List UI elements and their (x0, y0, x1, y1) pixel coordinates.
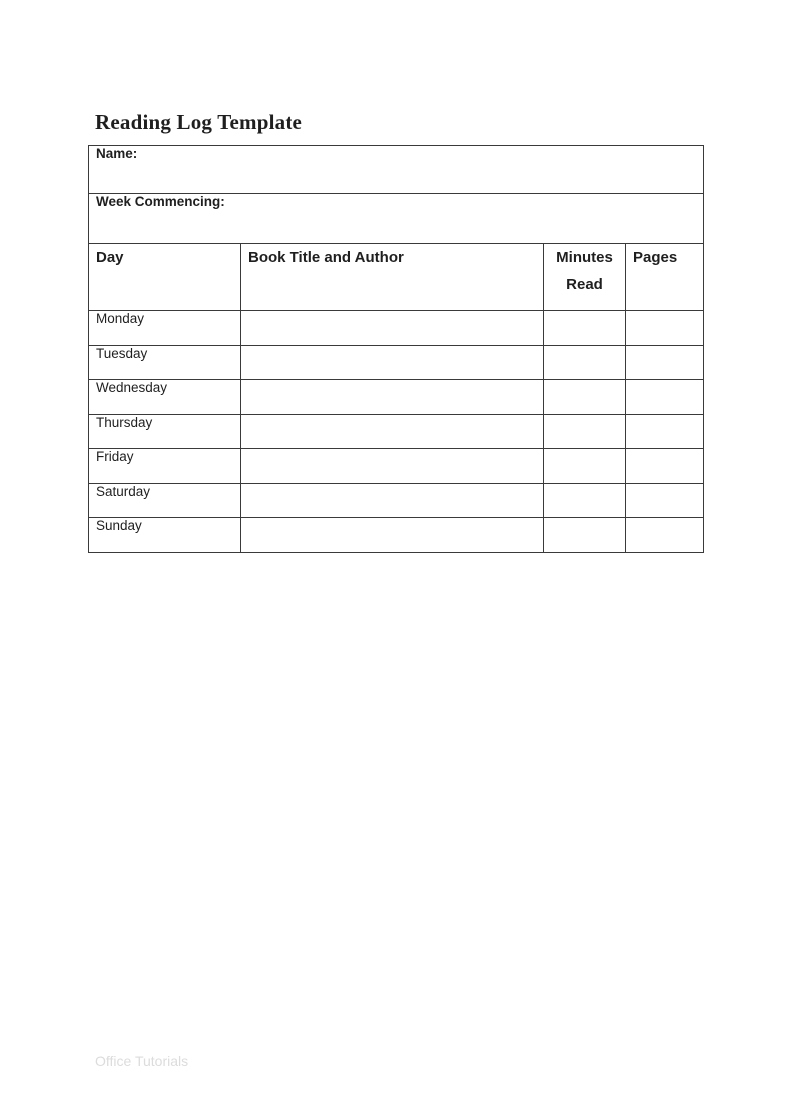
table-row (89, 380, 704, 415)
book-title-cell-wednesday[interactable] (241, 380, 544, 415)
table-row (89, 518, 704, 553)
day-label-sunday: Sunday (89, 518, 241, 553)
minutes-cell-wednesday[interactable] (544, 380, 626, 415)
table-row (89, 483, 704, 518)
name-row (89, 146, 704, 194)
pages-cell-thursday[interactable] (626, 414, 704, 449)
table-header-row (89, 244, 704, 311)
footer-credit: Office Tutorials (95, 1053, 189, 1069)
table-row (89, 449, 704, 484)
header-book-title-author: Book Title and Author (241, 244, 544, 311)
day-label-friday: Friday (89, 449, 241, 484)
week-commencing-field-cell[interactable] (89, 194, 704, 244)
day-label-monday: Monday (89, 311, 241, 346)
table-row (89, 414, 704, 449)
book-title-cell-saturday[interactable] (241, 483, 544, 518)
pages-cell-friday[interactable] (626, 449, 704, 484)
day-label-wednesday: Wednesday (89, 380, 241, 415)
week-commencing-label: Week Commencing: (96, 194, 225, 209)
pages-cell-wednesday[interactable] (626, 380, 704, 415)
book-title-cell-thursday[interactable] (241, 414, 544, 449)
name-label: Name: (96, 146, 138, 161)
pages-cell-monday[interactable] (626, 311, 704, 346)
minutes-cell-sunday[interactable] (544, 518, 626, 553)
table-row (89, 311, 704, 346)
header-minutes-read: Minutes Read (544, 244, 626, 311)
name-field-cell[interactable] (89, 146, 704, 194)
book-title-cell-monday[interactable] (241, 311, 544, 346)
day-label-saturday: Saturday (89, 483, 241, 518)
header-pages: Pages (626, 244, 704, 311)
minutes-cell-friday[interactable] (544, 449, 626, 484)
book-title-cell-sunday[interactable] (241, 518, 544, 553)
pages-cell-sunday[interactable] (626, 518, 704, 553)
minutes-cell-thursday[interactable] (544, 414, 626, 449)
page-title: Reading Log Template (95, 110, 303, 134)
book-title-cell-tuesday[interactable] (241, 345, 544, 380)
reading-log-table (88, 145, 704, 553)
pages-cell-saturday[interactable] (626, 483, 704, 518)
day-label-thursday: Thursday (89, 414, 241, 449)
book-title-cell-friday[interactable] (241, 449, 544, 484)
week-commencing-row (89, 194, 704, 244)
pages-cell-tuesday[interactable] (626, 345, 704, 380)
day-label-tuesday: Tuesday (89, 345, 241, 380)
table-row (89, 345, 704, 380)
minutes-cell-monday[interactable] (544, 311, 626, 346)
header-day: Day (89, 244, 241, 311)
minutes-cell-saturday[interactable] (544, 483, 626, 518)
minutes-cell-tuesday[interactable] (544, 345, 626, 380)
